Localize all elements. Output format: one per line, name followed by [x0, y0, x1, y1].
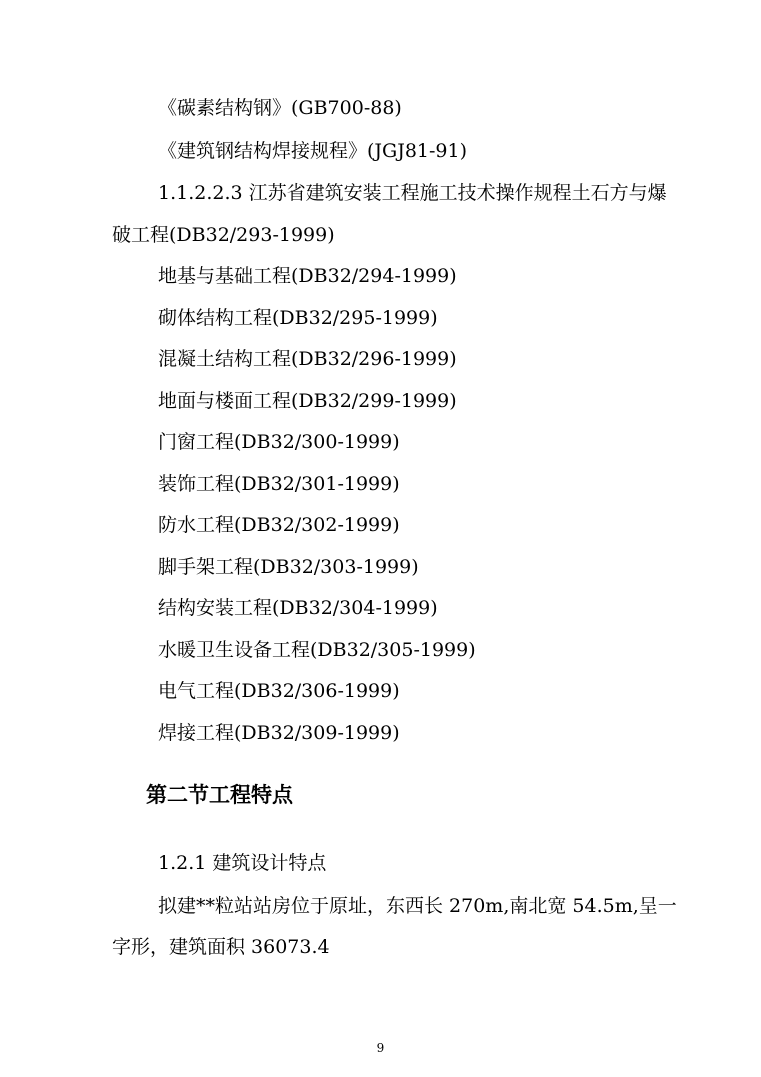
- text-line: 装饰工程(DB32/301-1999): [158, 473, 400, 495]
- paragraph-line-1: 拟建**粒站站房位于原址，东西长 270m,南北宽 54.5m,呈一: [158, 895, 677, 917]
- section-heading: 第二节工程特点: [146, 783, 293, 807]
- text-line: 1.1.2.2.3 江苏省建筑安装工程施工技术操作规程土石方与爆: [158, 182, 667, 204]
- text-line: 《建筑钢结构焊接规程》(JGJ81-91): [158, 140, 468, 162]
- text-line: 防水工程(DB32/302-1999): [158, 514, 400, 536]
- text-line: 破工程(DB32/293-1999): [112, 224, 335, 246]
- page-number: 9: [376, 1041, 385, 1055]
- text-line: 《碳素结构钢》(GB700-88): [158, 97, 402, 119]
- text-line: 砌体结构工程(DB32/295-1999): [158, 307, 438, 329]
- text-line: 脚手架工程(DB32/303-1999): [158, 556, 419, 578]
- text-line: 地面与楼面工程(DB32/299-1999): [158, 390, 457, 412]
- subsection-title: 1.2.1 建筑设计特点: [158, 852, 327, 874]
- text-line: 水暖卫生设备工程(DB32/305-1999): [158, 639, 476, 661]
- text-line: 结构安装工程(DB32/304-1999): [158, 597, 438, 619]
- text-line: 混凝土结构工程(DB32/296-1999): [158, 348, 457, 370]
- text-line: 地基与基础工程(DB32/294-1999): [158, 265, 457, 287]
- text-line: 电气工程(DB32/306-1999): [158, 680, 400, 702]
- paragraph-line-2: 字形，建筑面积 36073.4: [112, 936, 330, 958]
- text-line: 门窗工程(DB32/300-1999): [158, 431, 400, 453]
- text-line: 焊接工程(DB32/309-1999): [158, 722, 400, 744]
